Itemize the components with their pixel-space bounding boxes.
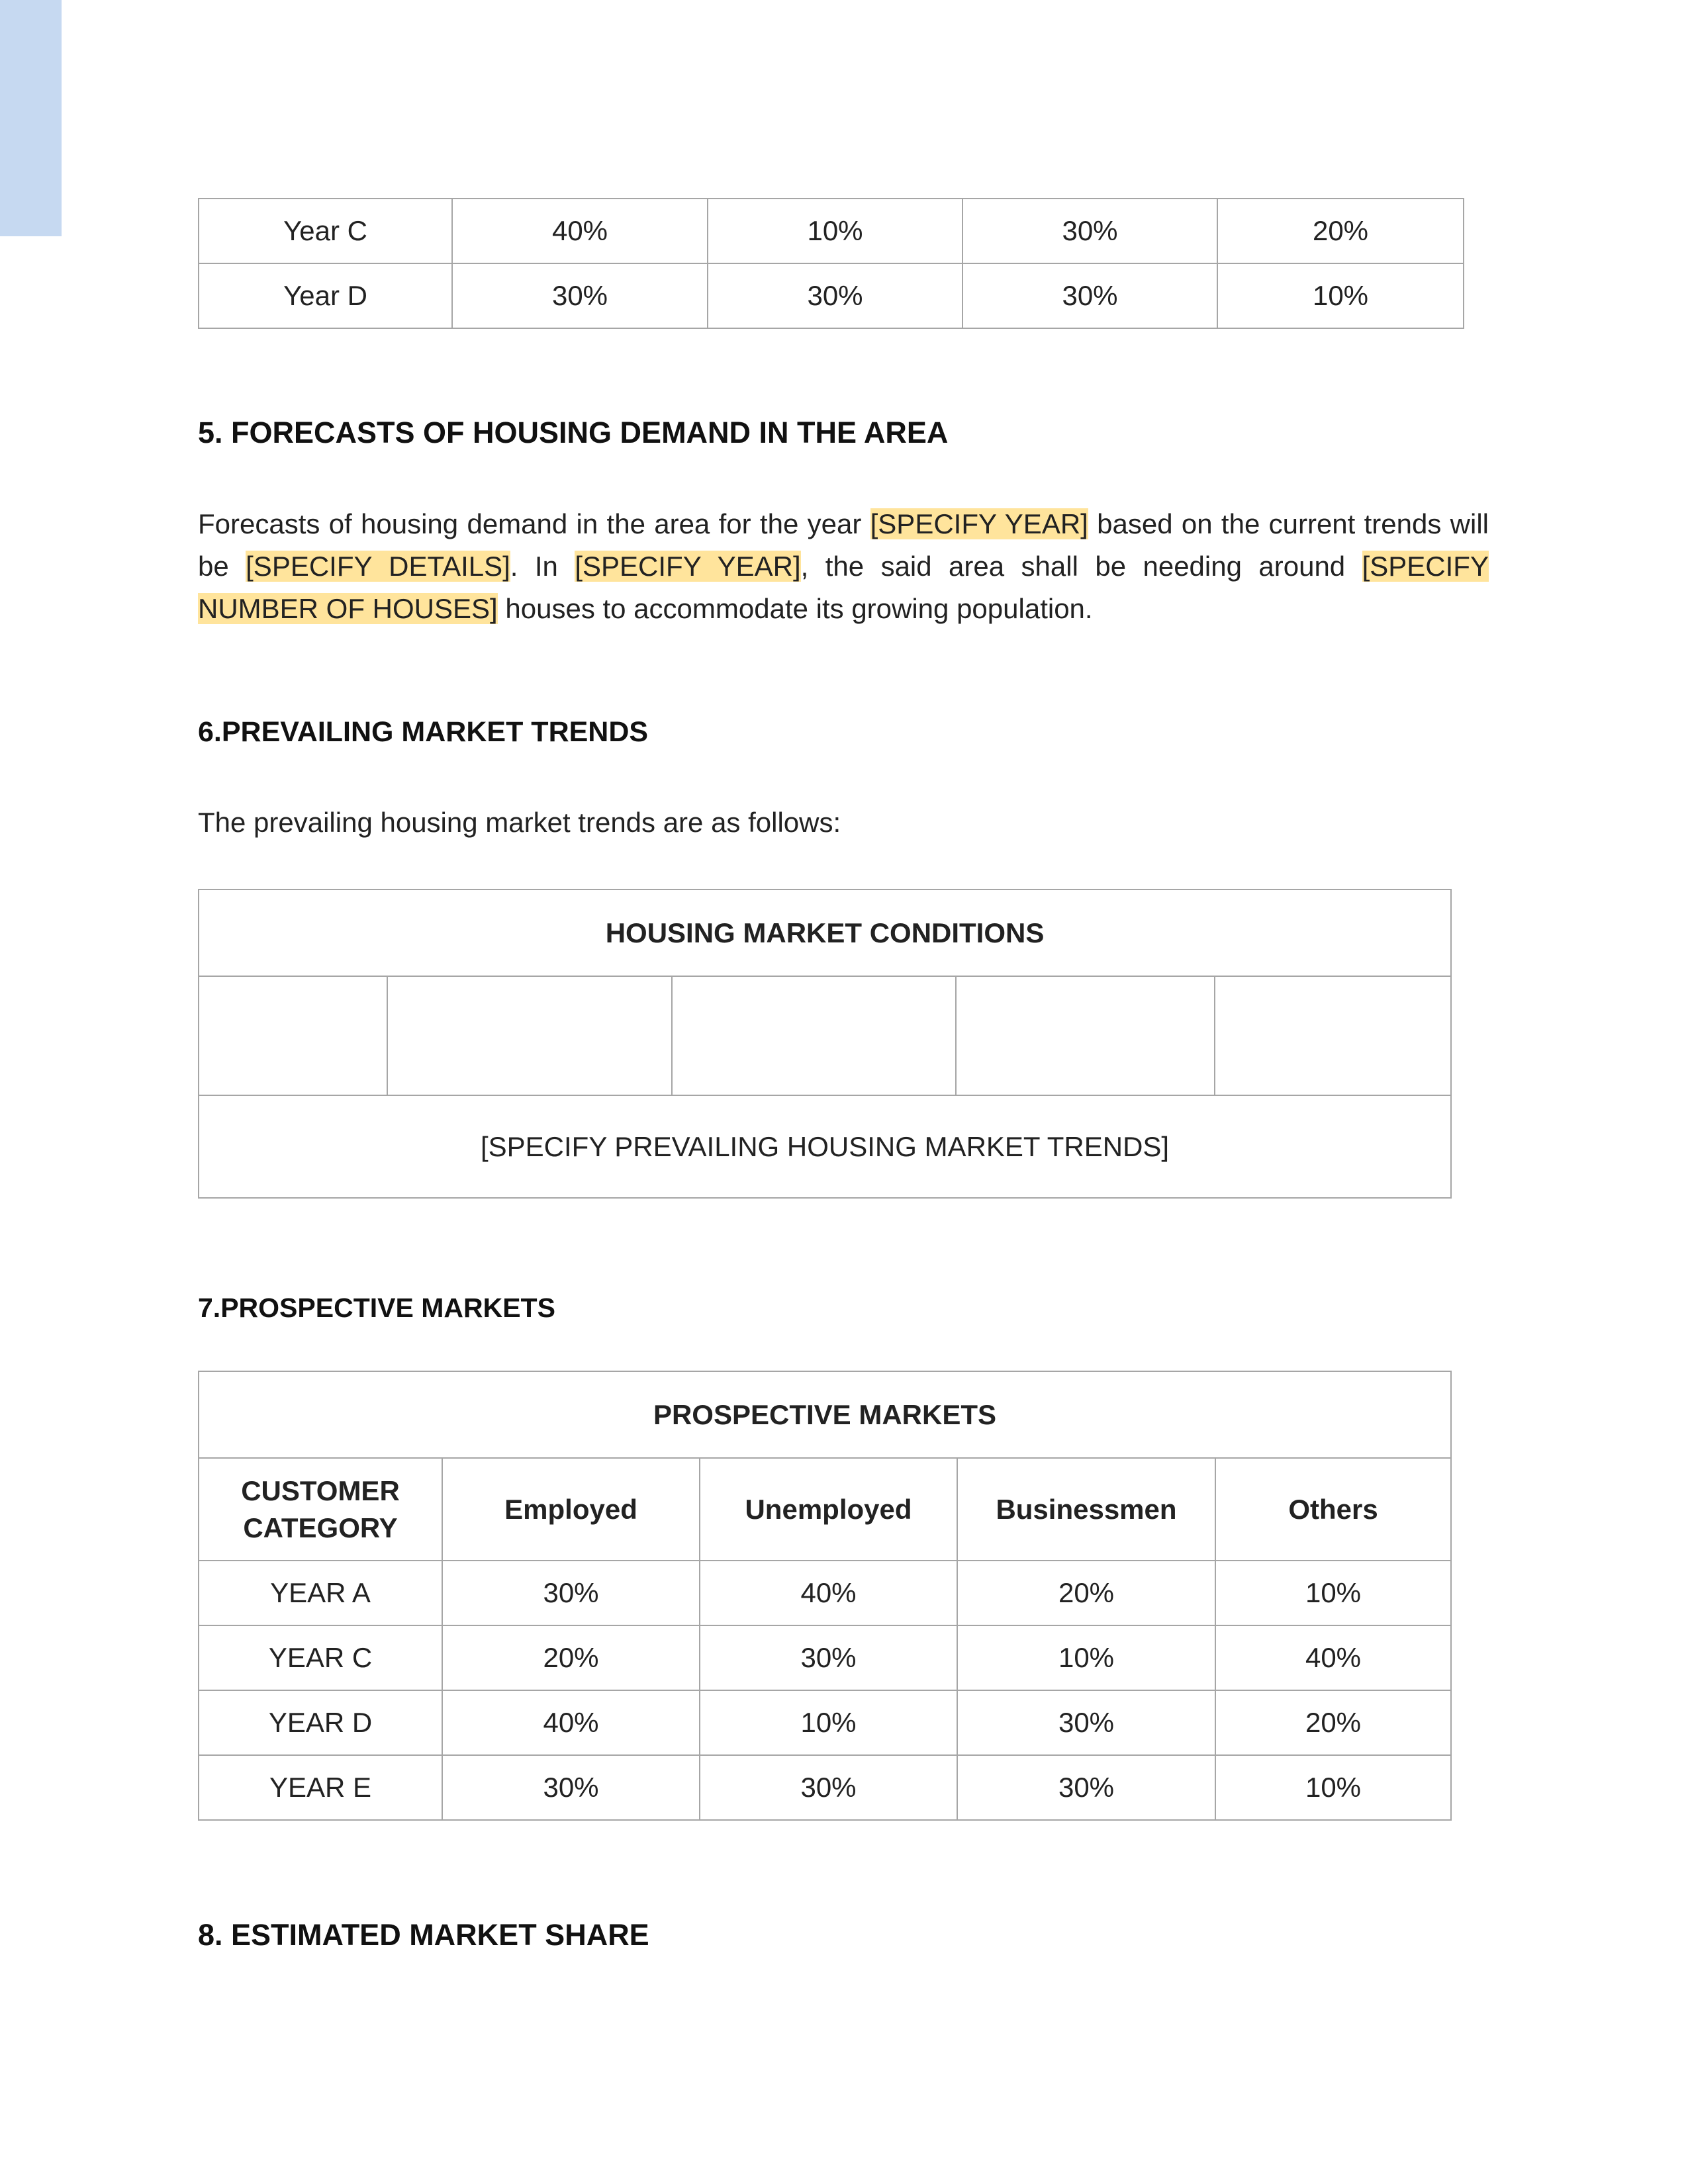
top-percentage-table: [198, 198, 1464, 329]
table-cell: 10%: [1215, 1755, 1451, 1820]
column-header: Unemployed: [700, 1458, 957, 1561]
section-8-heading: 8. ESTIMATED MARKET SHARE: [198, 1918, 649, 1952]
sidebar-tab: [0, 0, 62, 236]
table-cell: 10%: [1217, 263, 1464, 328]
column-header: Others: [1215, 1458, 1451, 1561]
table-row: [199, 976, 1451, 1095]
table-cell: 30%: [962, 263, 1217, 328]
paragraph-text: houses to accommodate its growing population.: [497, 593, 1093, 624]
table-cell: 30%: [957, 1690, 1215, 1755]
table-cell: 30%: [442, 1755, 700, 1820]
column-header: Employed: [442, 1458, 700, 1561]
table-cell: 30%: [708, 263, 962, 328]
empty-cell: [1215, 976, 1451, 1095]
placeholder-highlight: [SPECIFY DETAILS]: [246, 551, 510, 582]
paragraph-text: Forecasts of housing demand in the area for the year: [198, 508, 870, 539]
table-cell: 40%: [452, 199, 708, 263]
section-6-intro: The prevailing housing market trends are as follows:: [198, 807, 841, 838]
empty-cell: [387, 976, 672, 1095]
table-cell: 30%: [700, 1755, 957, 1820]
table-row: [199, 1095, 1451, 1198]
table-cell: 30%: [957, 1755, 1215, 1820]
section-7-heading: 7.PROSPECTIVE MARKETS: [198, 1293, 555, 1323]
table-cell: 10%: [708, 199, 962, 263]
table-cell: 40%: [700, 1561, 957, 1625]
empty-cell: [672, 976, 956, 1095]
placeholder-highlight: [SPECIFY NUMBER OF HOUSES]: [198, 551, 1489, 624]
table-row: [199, 1371, 1451, 1458]
table-row: [199, 1561, 1451, 1625]
table-cell: Year C: [199, 199, 452, 263]
table-row: [199, 1755, 1451, 1820]
column-header: CUSTOMER CATEGORY: [199, 1458, 442, 1561]
table-title: PROSPECTIVE MARKETS: [199, 1371, 1451, 1458]
table-cell: 10%: [957, 1625, 1215, 1690]
table-cell: YEAR E: [199, 1755, 442, 1820]
table-cell: 40%: [442, 1690, 700, 1755]
table-cell: 30%: [452, 263, 708, 328]
trends-placeholder: [SPECIFY PREVAILING HOUSING MARKET TRENDS]: [199, 1095, 1451, 1198]
table-cell: 20%: [1217, 199, 1464, 263]
housing-market-conditions-table: [198, 889, 1452, 1199]
table-cell: 40%: [1215, 1625, 1451, 1690]
table-title: HOUSING MARKET CONDITIONS: [199, 889, 1451, 976]
paragraph-text: based on the current trends will be: [198, 508, 1489, 582]
table-cell: 30%: [700, 1625, 957, 1690]
paragraph-text: , the said area shall be needing around: [800, 551, 1362, 582]
table-row: [199, 889, 1451, 976]
placeholder-highlight: [SPECIFY YEAR]: [575, 551, 801, 582]
table-row: [199, 1625, 1451, 1690]
section-5-paragraph: [198, 503, 1489, 630]
section-5-heading: 5. FORECASTS OF HOUSING DEMAND IN THE AREA: [198, 416, 949, 449]
table-row: [199, 199, 1464, 263]
section-6-heading: 6.PREVAILING MARKET TRENDS: [198, 716, 649, 748]
table-cell: 10%: [1215, 1561, 1451, 1625]
table-row: [199, 263, 1464, 328]
table-cell: 10%: [700, 1690, 957, 1755]
prospective-markets-table: [198, 1371, 1452, 1821]
table-cell: 20%: [957, 1561, 1215, 1625]
empty-cell: [956, 976, 1215, 1095]
table-cell: YEAR A: [199, 1561, 442, 1625]
table-cell: YEAR D: [199, 1690, 442, 1755]
table-cell: 30%: [962, 199, 1217, 263]
table-row: [199, 1690, 1451, 1755]
table-cell: Year D: [199, 263, 452, 328]
table-cell: 30%: [442, 1561, 700, 1625]
paragraph-text: . In: [510, 551, 575, 582]
column-header: Businessmen: [957, 1458, 1215, 1561]
placeholder-highlight: [SPECIFY YEAR]: [870, 508, 1088, 539]
empty-cell: [199, 976, 387, 1095]
table-header-row: [199, 1458, 1451, 1561]
table-cell: 20%: [442, 1625, 700, 1690]
table-cell: YEAR C: [199, 1625, 442, 1690]
table-cell: 20%: [1215, 1690, 1451, 1755]
